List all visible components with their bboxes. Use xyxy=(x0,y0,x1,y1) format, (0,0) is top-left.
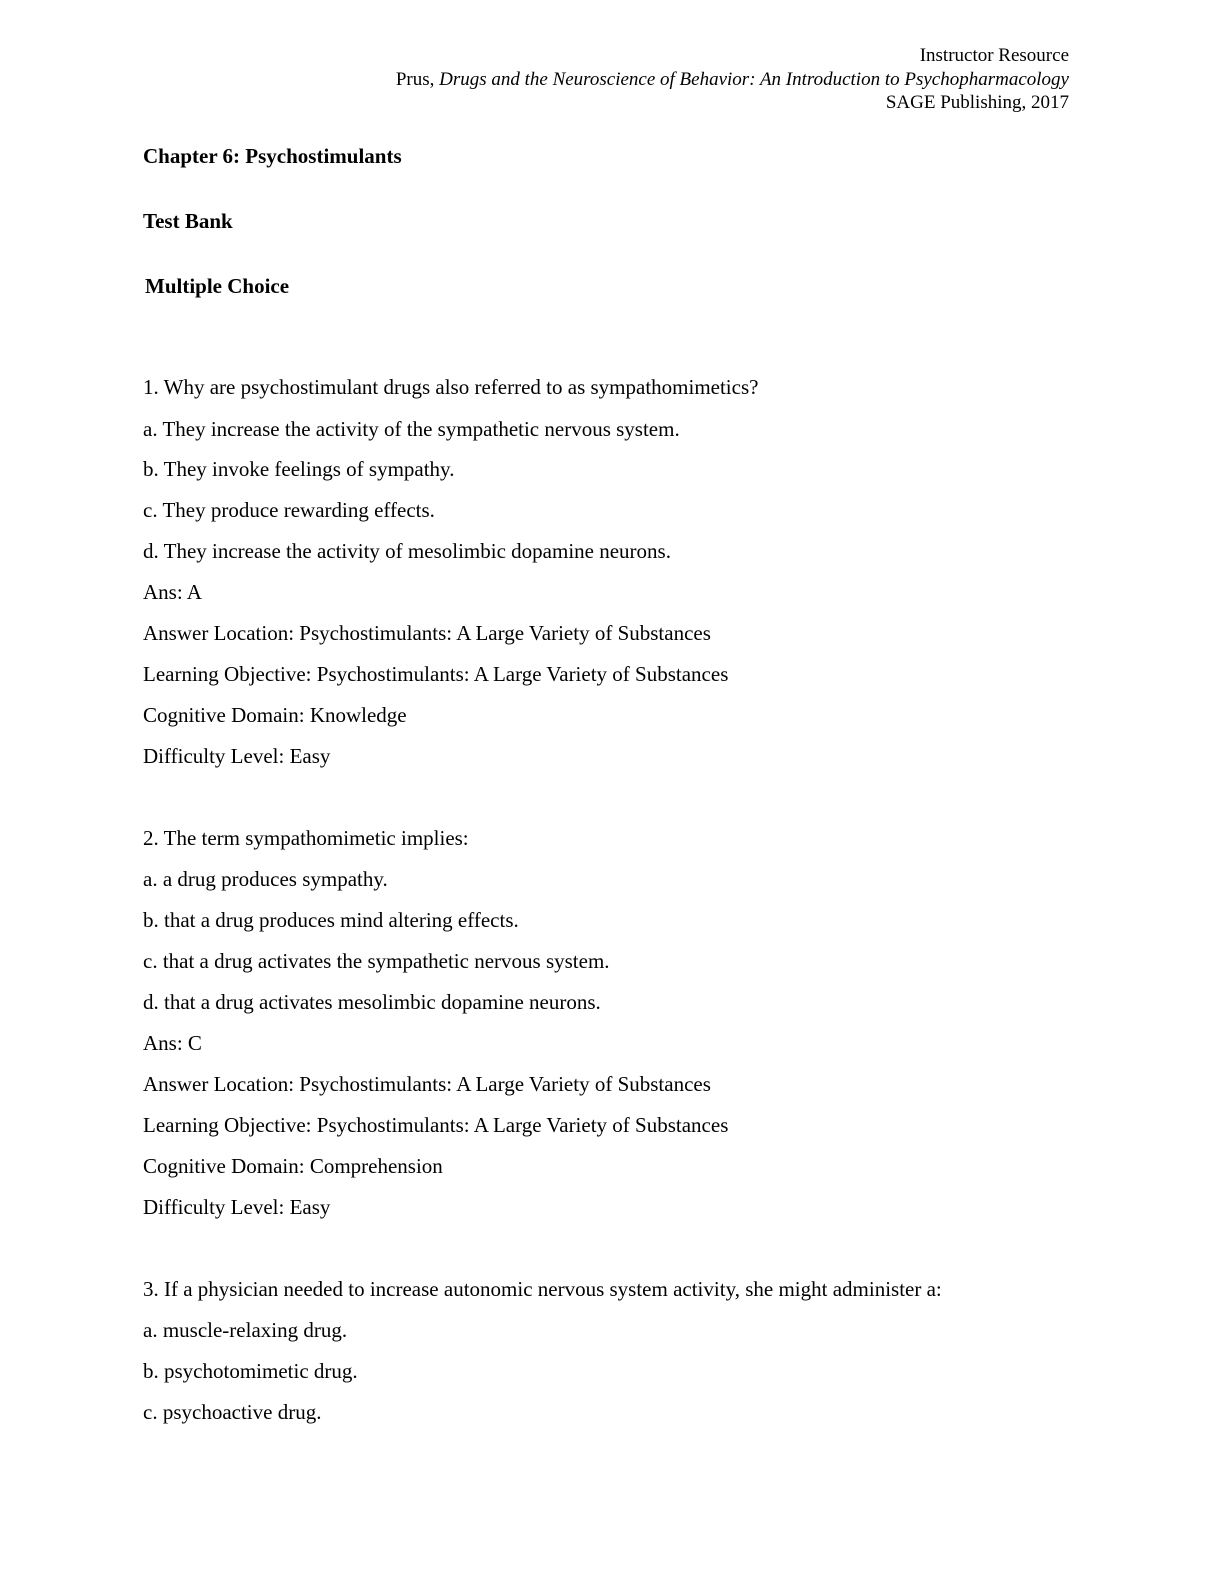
question-2-option-a: a. a drug produces sympathy. xyxy=(143,867,388,891)
header-book-line xyxy=(396,68,1069,92)
page-header xyxy=(396,44,1069,115)
section-title: Test Bank xyxy=(143,209,233,233)
question-1-option-d: d. They increase the activity of mesolimbic dopamine neurons. xyxy=(143,539,671,563)
question-2-answer-location: Answer Location: Psychostimulants: A Large Variety of Substances xyxy=(143,1072,711,1096)
question-1-difficulty: Difficulty Level: Easy xyxy=(143,744,331,768)
question-2-option-c: c. that a drug activates the sympathetic nervous system. xyxy=(143,949,610,973)
header-author: Prus, xyxy=(395,68,440,90)
question-2-answer: Ans: C xyxy=(143,1031,202,1055)
question-2-cognitive-domain: Cognitive Domain: Comprehension xyxy=(143,1154,443,1178)
question-3-option-a: a. muscle-relaxing drug. xyxy=(143,1318,348,1342)
question-1-option-b: b. They invoke feelings of sympathy. xyxy=(143,457,455,481)
question-2-difficulty: Difficulty Level: Easy xyxy=(143,1195,331,1219)
question-2-learning-objective: Learning Objective: Psychostimulants: A Large Variety of Substances xyxy=(143,1113,729,1137)
question-1-answer-location: Answer Location: Psychostimulants: A Large Variety of Substances xyxy=(143,621,711,645)
question-1-option-c: c. They produce rewarding effects. xyxy=(143,498,435,522)
question-1-text: 1. Why are psychostimulant drugs also referred to as sympathomimetics? xyxy=(143,375,759,399)
question-3-option-c: c. psychoactive drug. xyxy=(143,1400,322,1424)
question-3-option-b: b. psychotomimetic drug. xyxy=(143,1359,358,1383)
subsection-title: Multiple Choice xyxy=(145,274,290,298)
header-resource: Instructor Resource xyxy=(919,45,1069,66)
question-3-text: 3. If a physician needed to increase autonomic nervous system activity, she might administer a: xyxy=(143,1277,942,1301)
question-2-option-b: b. that a drug produces mind altering effects. xyxy=(143,908,519,932)
question-2-text: 2. The term sympathomimetic implies: xyxy=(143,826,469,850)
chapter-title: Chapter 6: Psychostimulants xyxy=(143,144,402,168)
question-1-learning-objective: Learning Objective: Psychostimulants: A Large Variety of Substances xyxy=(143,662,729,686)
question-1-cognitive-domain: Cognitive Domain: Knowledge xyxy=(143,703,407,727)
question-1-answer: Ans: A xyxy=(143,580,202,604)
header-book-title: Drugs and the Neuroscience of Behavior: An Introduction to Psychopharmacology xyxy=(439,68,1069,90)
question-2-option-d: d. that a drug activates mesolimbic dopamine neurons. xyxy=(143,990,601,1014)
header-publisher: SAGE Publishing, 2017 xyxy=(885,92,1069,113)
question-1-option-a: a. They increase the activity of the sympathetic nervous system. xyxy=(143,417,680,441)
